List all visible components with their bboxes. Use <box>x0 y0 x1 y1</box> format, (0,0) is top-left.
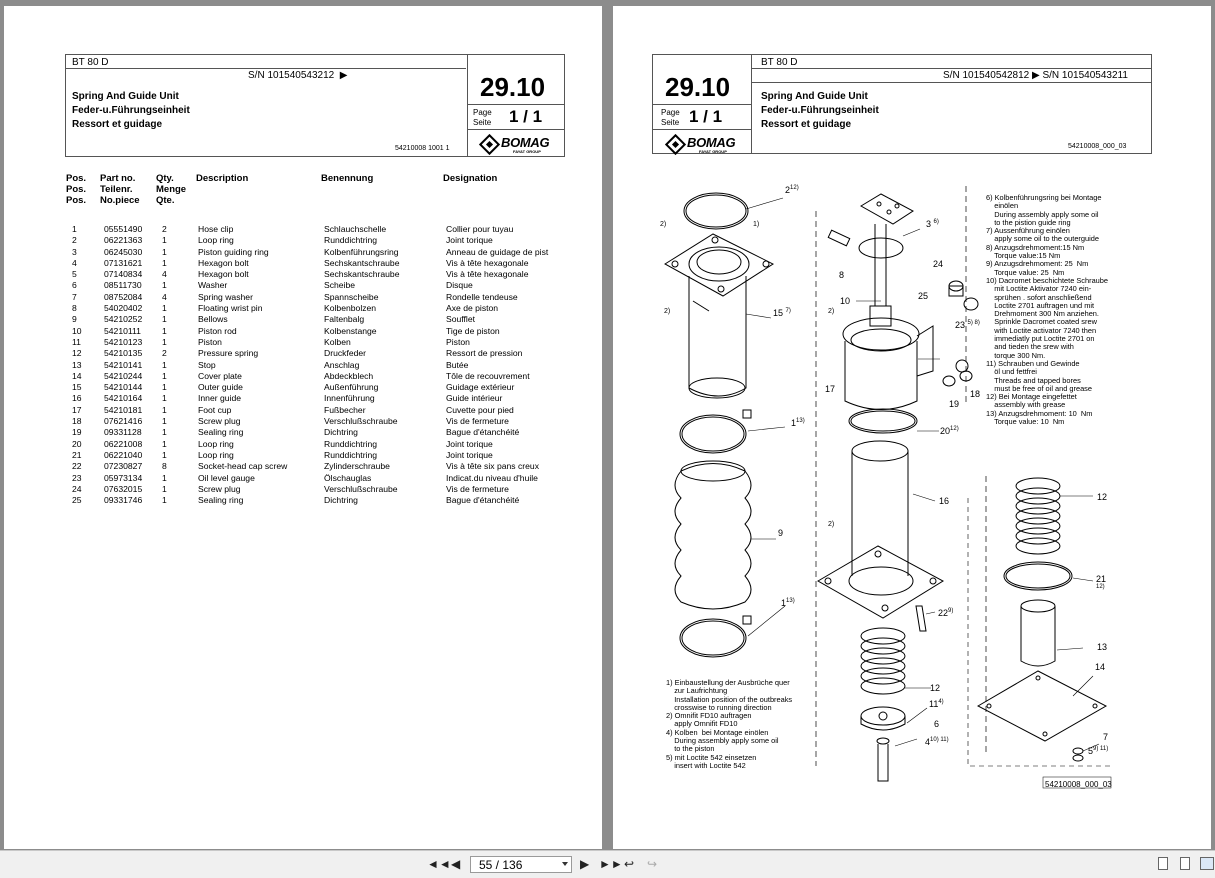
row-description: Hexagon bolt <box>198 269 249 280</box>
row-description: Bellows <box>198 314 228 325</box>
row-benennung: Anschlag <box>324 359 360 370</box>
callout-25: 25 <box>918 291 929 301</box>
row-pos: 11 <box>72 336 81 347</box>
row-description: Foot cup <box>198 404 232 415</box>
row-part-no: 54210111 <box>104 325 141 336</box>
row-designation: Guide intérieur <box>446 393 503 404</box>
row-designation: Guidage extérieur <box>446 382 515 393</box>
callout-1b: 1$^{13)}$ <box>781 598 795 608</box>
row-benennung: Kolbenbolzen <box>324 303 377 314</box>
row-part-no: 54210181 <box>104 404 143 415</box>
row-qty: 1 <box>162 449 167 460</box>
row-description: Loop ring <box>198 438 234 449</box>
drawing-id: 54210008_000_03 <box>1045 780 1112 789</box>
row-part-no: 06221363 <box>104 235 143 246</box>
row-pos: 12 <box>72 348 82 359</box>
col-qty: Qty. Menge Qte. <box>156 173 187 206</box>
notes-right: 6) Kolbenführungsring bei Montage einölen During assembly apply some oil to the pistion guide ring 7) Aussenführung einölen apply some oil to the outerguide 8) Anzugsdrehmoment:15 Nm Torque value:15 Nm 9) Anzugsdrehmoment: 25 Nm Torque value: 25 Nm 10) Dacromet beschichtete Schraube mit Loctite Aktivator 7240 ein- sprühen . sofort anschließend Loctite 2701 auftragen und mit Drehmoment 300 Nm anziehen. Sprinkle Dacromet coated srew with Loctite activator 7240 then immediatly put Loctite 2701 on and tieden the srew with torque 300 Nm. 11) Schrauben und Gewinde öl und fettfrei Threads and tapped bores must be free of oil and grease 12) Bei Montage eingefettet assembly with grease 13) Anzugsdrehmoment: 10 Nm Torque value: 10 Nm <box>986 193 1109 427</box>
callout-19: 19 <box>949 399 960 409</box>
row-part-no: 05551490 <box>104 224 143 234</box>
page-value: 1 / 1 <box>509 107 543 126</box>
row-qty: 1 <box>162 235 167 246</box>
callout-6: 6 <box>934 719 940 729</box>
page-label-de: Seite <box>661 118 680 127</box>
callout-12b: 12 <box>1097 492 1108 502</box>
serial-number: S/N 101540543212 ▶ <box>248 70 348 81</box>
row-description: Oil level gauge <box>198 472 255 483</box>
row-pos: 20 <box>72 438 82 449</box>
two-page-view-icon[interactable] <box>1200 857 1214 870</box>
callout-8: 8 <box>839 270 845 280</box>
row-designation: Soufflet <box>446 314 475 325</box>
note-ref-2d: 2) <box>828 521 835 528</box>
row-benennung: Außenführung <box>324 382 379 393</box>
row-pos: 3 <box>72 246 77 257</box>
bomag-logo: BOMAG FAYAT GROUP <box>665 132 739 156</box>
row-designation: Vis à tête hexagonale <box>446 257 529 268</box>
notes-left: 1) Einbaustellung der Ausbrüche quer zur Laufrichtung Installation position of the outbreaks crosswise to running direction 2) Omnifit FD10 auftragen apply Omnifit FD10 4) Kolben bei Montage einölen During assembly apply some oil to the piston 5) mit Loctite 542 einsetzen insert with Loctite 542 <box>666 678 793 770</box>
row-description: Outer guide <box>198 382 243 393</box>
row-pos: 6 <box>72 280 77 291</box>
row-qty: 1 <box>162 495 167 506</box>
row-pos: 18 <box>72 416 82 427</box>
row-pos: 10 <box>72 325 82 336</box>
note-ref-2b: 2) <box>664 308 671 315</box>
go-back-view-icon[interactable]: ↩ <box>624 857 635 871</box>
callout-18: 18 <box>970 389 981 399</box>
callout-23: 23 $^{5) 8)}$ <box>955 320 980 330</box>
callout-2: 2$^{12)}$ <box>785 185 799 195</box>
row-benennung: Sechskantschraube <box>324 257 400 268</box>
row-description: Hexagon bolt <box>198 257 249 268</box>
page-label-en: Page <box>473 108 492 117</box>
continuous-view-icon[interactable] <box>1180 857 1190 870</box>
right-page <box>613 6 1211 849</box>
row-designation: Piston <box>446 336 470 347</box>
bomag-logo: BOMAG FAYAT GROUP <box>479 132 553 156</box>
row-pos: 17 <box>72 404 82 415</box>
row-pos: 23 <box>72 472 82 483</box>
row-description: Socket-head cap screw <box>198 461 288 472</box>
row-part-no: 54210252 <box>104 314 143 325</box>
row-part-no: 54210164 <box>104 393 143 404</box>
page-label-de: Seite <box>473 118 492 127</box>
row-designation: Tige de piston <box>446 325 500 336</box>
callout-12a: 12 <box>930 683 941 693</box>
title-en: Spring And Guide Unit <box>761 91 868 102</box>
row-benennung: Spannscheibe <box>324 291 379 302</box>
first-page-button[interactable]: ◄◄ <box>427 857 451 871</box>
row-benennung: Kolbenführungsring <box>324 246 399 257</box>
row-description: Piston <box>198 336 222 347</box>
row-designation: Axe de piston <box>446 303 499 314</box>
row-pos: 5 <box>72 269 77 280</box>
row-designation: Butée <box>446 359 469 370</box>
model-label: BT 80 D <box>72 57 109 68</box>
row-benennung: Scheibe <box>324 280 356 291</box>
row-designation: Vis de fermeture <box>446 483 509 494</box>
callout-13: 13 <box>1097 642 1108 652</box>
row-description: Washer <box>198 280 228 291</box>
row-part-no: 07621416 <box>104 416 143 427</box>
row-pos: 4 <box>72 257 77 268</box>
row-part-no: 54020402 <box>104 303 143 314</box>
callout-24: 24 <box>933 259 944 269</box>
row-part-no: 07632015 <box>104 483 143 494</box>
row-qty: 2 <box>162 224 167 234</box>
left-page <box>4 6 602 849</box>
title-fr: Ressort et guidage <box>72 119 163 130</box>
row-qty: 1 <box>162 483 167 494</box>
row-qty: 1 <box>162 393 167 404</box>
col-part: Part no. Teilenr. No.piece <box>100 173 140 206</box>
row-pos: 16 <box>72 393 82 404</box>
row-designation: Indicat.du niveau d'huile <box>446 472 538 483</box>
row-designation: Anneau de guidage de pist <box>446 246 549 257</box>
row-benennung: Kolbenstange <box>324 325 377 336</box>
row-designation: Joint torique <box>446 235 493 246</box>
callout-22: 22$^{9)}$ <box>938 608 954 618</box>
callout-1a: 1$^{13)}$ <box>791 418 805 428</box>
callout-7: 7 <box>1103 732 1109 742</box>
callout-5: $5^{9) 11)}$ <box>1088 746 1109 756</box>
row-part-no: 07140834 <box>104 269 143 280</box>
row-part-no: 54210144 <box>104 382 143 393</box>
row-part-no: 06221008 <box>104 438 143 449</box>
row-part-no: 07230827 <box>104 461 143 472</box>
row-designation: Bague d'étanchéité <box>446 427 520 438</box>
row-qty: 1 <box>162 325 167 336</box>
callout-11: 11$^{4)}$ <box>929 699 944 709</box>
doc-id: 54210008_000_03 <box>1068 143 1127 150</box>
callout-21: 21 $^{12)}$ <box>1096 574 1107 590</box>
note-ref-1: 1) <box>753 221 760 228</box>
row-benennung: Faltenbalg <box>324 314 365 325</box>
row-description: Hose clip <box>198 224 234 234</box>
row-designation: Ressort de pression <box>446 348 523 359</box>
row-qty: 1 <box>162 246 167 257</box>
navigation-toolbar <box>0 850 1215 878</box>
row-pos: 22 <box>72 461 82 472</box>
row-description: Screw plug <box>198 483 241 494</box>
row-benennung: Zylinderschraube <box>324 461 390 472</box>
col-description: Description <box>196 173 249 184</box>
row-benennung: Druckfeder <box>324 348 367 359</box>
row-pos: 15 <box>72 382 82 393</box>
row-description: Spring washer <box>198 291 253 302</box>
row-qty: 1 <box>162 370 167 381</box>
col-pos: Pos. Pos. Pos. <box>66 173 87 206</box>
row-designation: Joint torique <box>446 449 493 460</box>
row-description: Screw plug <box>198 416 241 427</box>
row-qty: 1 <box>162 359 167 370</box>
row-part-no: 07131621 <box>104 257 143 268</box>
callout-9: 9 <box>778 528 784 538</box>
row-qty: 1 <box>162 427 167 438</box>
note-ref-2a: 2) <box>660 221 667 228</box>
section-number: 29.10 <box>665 72 731 102</box>
callout-14: 14 <box>1095 662 1106 672</box>
row-benennung: Verschlußschraube <box>324 416 398 427</box>
row-benennung: Dichtring <box>324 427 358 438</box>
row-description: Floating wrist pin <box>198 303 263 314</box>
row-qty: 1 <box>162 438 167 449</box>
callout-16: 16 <box>939 496 950 506</box>
row-benennung: Runddichtring <box>324 449 378 460</box>
row-qty: 1 <box>162 257 167 268</box>
single-page-view-icon[interactable] <box>1158 857 1168 870</box>
row-benennung: Runddichtring <box>324 438 378 449</box>
row-part-no: 05973134 <box>104 472 143 483</box>
row-qty: 4 <box>162 291 167 302</box>
row-description: Sealing ring <box>198 495 244 506</box>
title-de: Feder-u.Führungseinheit <box>761 105 879 116</box>
row-designation: Joint torique <box>446 438 493 449</box>
callout-4: $4^{10) 11)}$ <box>925 737 949 747</box>
chevron-down-icon[interactable] <box>562 862 568 866</box>
model-label: BT 80 D <box>761 57 798 68</box>
title-en: Spring And Guide Unit <box>72 91 179 102</box>
row-designation: Cuvette pour pied <box>446 404 514 415</box>
page-value: 1 / 1 <box>689 107 723 126</box>
row-qty: 8 <box>162 461 167 472</box>
note-ref-2c: 2) <box>828 308 835 315</box>
title-de: Feder-u.Führungseinheit <box>72 105 190 116</box>
row-benennung: Abdeckblech <box>324 370 374 381</box>
row-pos: 8 <box>72 303 77 314</box>
row-designation: Vis de fermeture <box>446 416 509 427</box>
prev-page-button[interactable]: ◀ <box>451 857 461 871</box>
row-part-no: 09331746 <box>104 495 143 506</box>
next-page-button[interactable]: ▶ <box>580 857 590 871</box>
row-designation: Tôle de recouvrement <box>446 370 530 381</box>
row-designation: Vis à tête hexagonale <box>446 269 529 280</box>
row-qty: 2 <box>162 348 167 359</box>
row-qty: 1 <box>162 336 167 347</box>
row-qty: 1 <box>162 472 167 483</box>
row-benennung: Kolben <box>324 336 351 347</box>
row-description: Cover plate <box>198 370 242 381</box>
callout-3: 3 $^{6)}$ <box>926 219 939 229</box>
row-benennung: Fußbecher <box>324 404 366 415</box>
row-pos: 21 <box>72 449 82 460</box>
row-pos: 25 <box>72 495 82 506</box>
row-benennung: Runddichtring <box>324 235 378 246</box>
row-pos: 2 <box>72 235 77 246</box>
row-description: Loop ring <box>198 449 234 460</box>
row-benennung: Dichtring <box>324 495 358 506</box>
row-pos: 1 <box>72 224 77 234</box>
col-benennung: Benennung <box>321 173 374 184</box>
row-qty: 1 <box>162 416 167 427</box>
row-benennung: Verschlußschraube <box>324 483 398 494</box>
row-pos: 7 <box>72 291 77 302</box>
go-forward-view-icon[interactable]: ↪ <box>647 857 658 871</box>
row-description: Piston rod <box>198 325 237 336</box>
callout-20: 20$^{12)}$ <box>940 426 959 436</box>
row-qty: 1 <box>162 382 167 393</box>
row-designation: Bague d'étanchéité <box>446 495 520 506</box>
row-qty: 1 <box>162 303 167 314</box>
row-part-no: 54210244 <box>104 370 143 381</box>
row-part-no: 09331128 <box>104 427 142 438</box>
row-description: Inner guide <box>198 393 242 404</box>
row-description: Pressure spring <box>198 348 259 359</box>
row-qty: 1 <box>162 280 167 291</box>
page-number-input[interactable]: 55 / 136 <box>470 856 572 873</box>
section-number: 29.10 <box>480 72 546 102</box>
serial-range: S/N 101540542812 ▶ S/N 101540543211 <box>943 70 1128 81</box>
row-pos: 19 <box>72 427 82 438</box>
row-benennung: Ölschauglas <box>324 472 372 483</box>
callout-15: 15 $^{7)}$ <box>773 308 791 318</box>
row-part-no: 06221040 <box>104 449 143 460</box>
col-designation: Designation <box>443 173 498 184</box>
row-benennung: Sechskantschraube <box>324 269 400 280</box>
doc-id: 54210008 1001 1 <box>395 145 450 152</box>
row-pos: 24 <box>72 483 82 494</box>
callout-17: 17 <box>825 384 836 394</box>
row-description: Sealing ring <box>198 427 244 438</box>
row-benennung: Innenführung <box>324 393 375 404</box>
page-label-en: Page <box>661 108 680 117</box>
row-part-no: 54210123 <box>104 336 143 347</box>
row-benennung: Schlauchschelle <box>324 224 387 234</box>
row-qty: 1 <box>162 404 167 415</box>
row-designation: Collier pour tuyau <box>446 224 514 234</box>
row-pos: 13 <box>72 359 82 370</box>
row-designation: Vis à tête six pans creux <box>446 461 539 472</box>
row-pos: 9 <box>72 314 77 325</box>
last-page-button[interactable]: ►► <box>599 857 623 871</box>
row-part-no: 54210141 <box>104 359 143 370</box>
row-designation: Disque <box>446 280 473 291</box>
row-description: Piston guiding ring <box>198 246 269 257</box>
row-designation: Rondelle tendeuse <box>446 291 518 302</box>
title-fr: Ressort et guidage <box>761 119 852 130</box>
row-part-no: 06245030 <box>104 246 143 257</box>
callout-10: 10 <box>840 296 851 306</box>
header-block <box>652 54 1152 154</box>
row-part-no: 08752084 <box>104 291 143 302</box>
row-part-no: 54210135 <box>104 348 143 359</box>
row-qty: 4 <box>162 269 167 280</box>
header-block <box>65 54 565 157</box>
row-pos: 14 <box>72 370 82 381</box>
row-description: Loop ring <box>198 235 234 246</box>
row-qty: 1 <box>162 314 167 325</box>
row-description: Stop <box>198 359 216 370</box>
row-part-no: 08511730 <box>104 280 142 291</box>
